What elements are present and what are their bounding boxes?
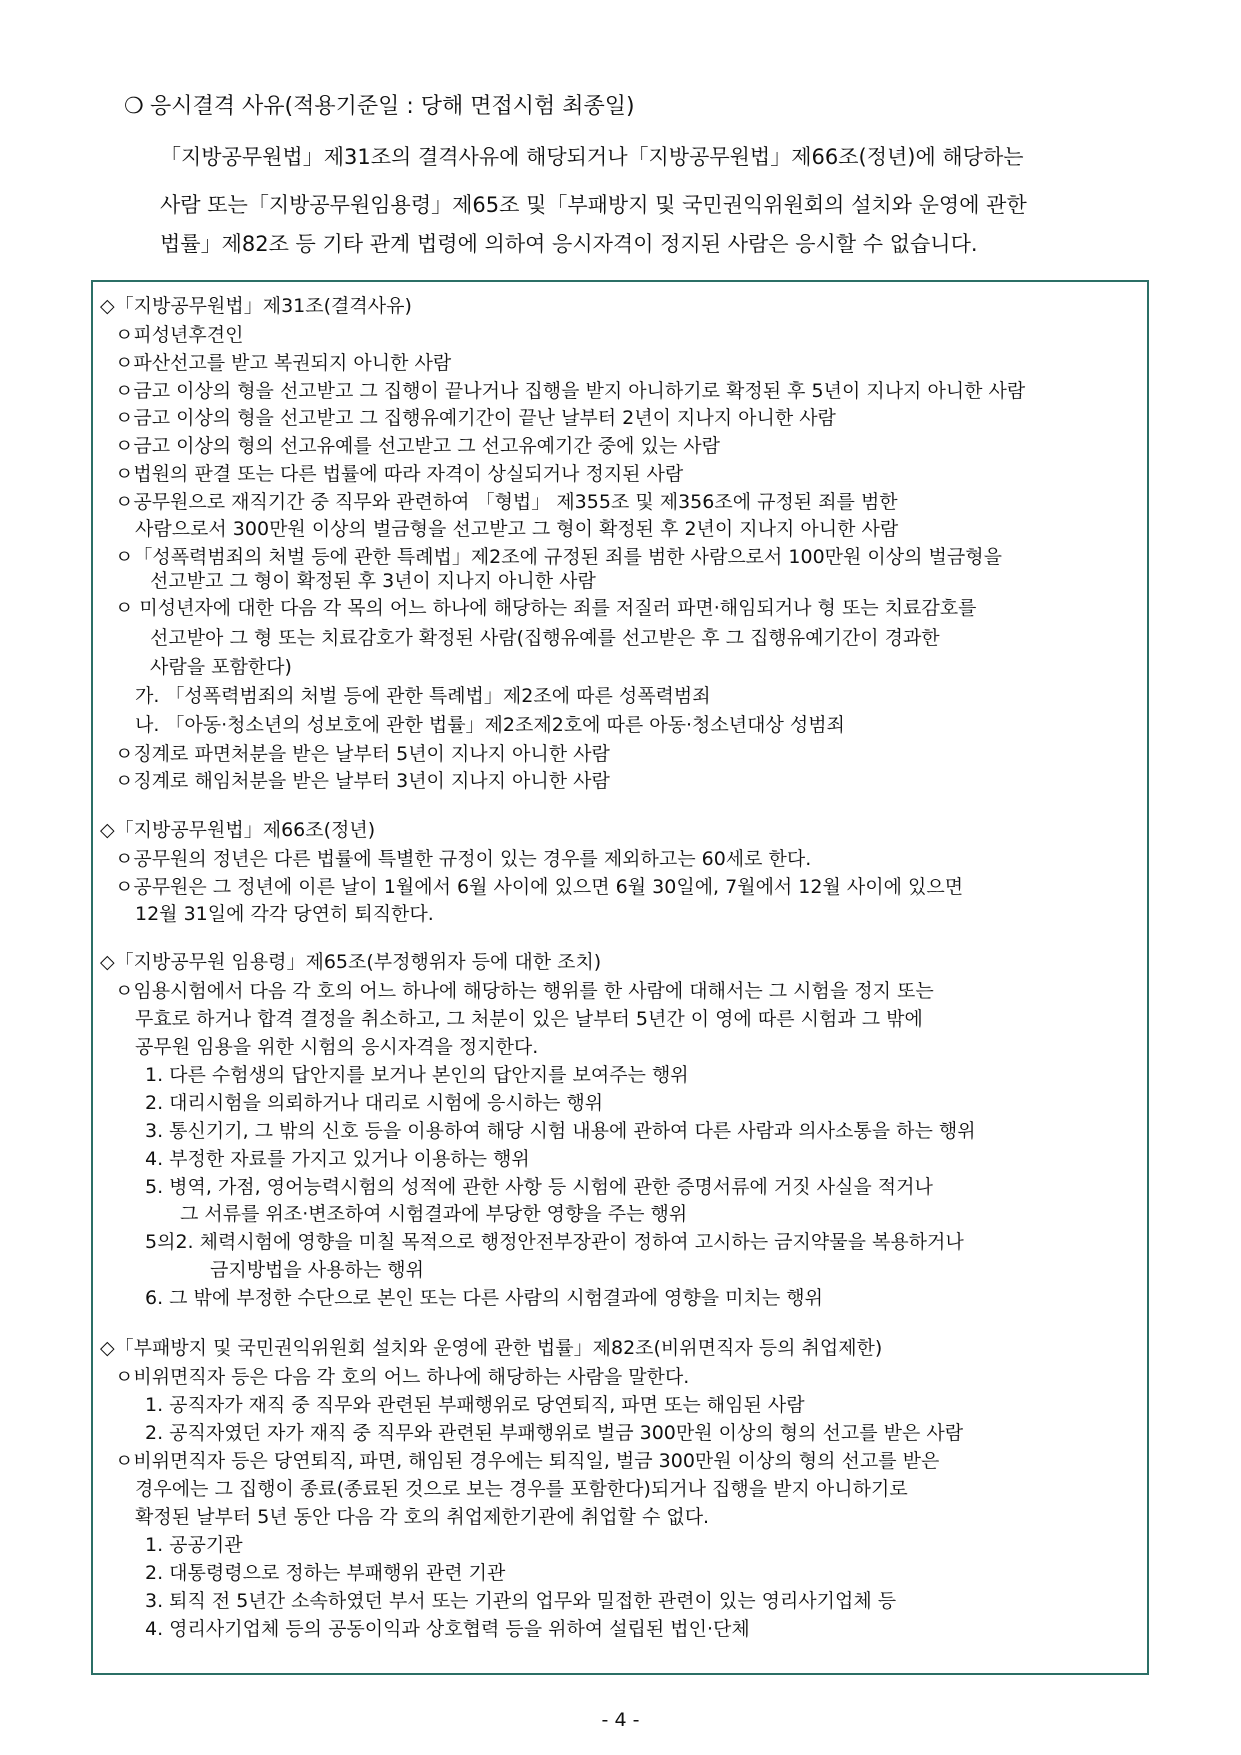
section-heading — [124, 92, 635, 122]
decree65-numbered-item: 6. 그 밖에 부정한 수단으로 본인 또는 다른 사람의 시험결과에 영향을 미치는 행위 — [145, 1287, 823, 1309]
decree65-item-cont: 무효로 하거나 합격 결정을 취소하고, 그 처분이 있은 날부터 5년간 이 영에 따른 시험과 그 밖에 — [135, 1008, 923, 1030]
law31-item: ㅇ피성년후견인 — [115, 324, 244, 346]
law82-item-cont: 확정된 날부터 5년 동안 다음 각 호의 취업제한기관에 취업할 수 없다. — [135, 1506, 710, 1528]
law31-item-cont: 사람을 포함한다) — [150, 656, 292, 678]
law31-item: ㅇ금고 이상의 형을 선고받고 그 집행이 끝나거나 집행을 받지 아니하기로 확정된 후 5년이 지나지 아니한 사람 — [115, 380, 1026, 402]
law66-item-cont: 12월 31일에 각각 당연히 퇴직한다. — [135, 903, 434, 925]
law31-item: ㅇ징계로 파면처분을 받은 날부터 5년이 지나지 아니한 사람 — [115, 743, 610, 765]
law82-numbered-item: 2. 공직자였던 자가 재직 중 직무와 관련된 부패행위로 벌금 300만원 이상의 형의 선고를 받은 사람 — [145, 1422, 964, 1444]
law31-item: ㅇ금고 이상의 형의 선고유예를 선고받고 그 선고유예기간 중에 있는 사람 — [115, 435, 720, 457]
law31-heading: ◇「지방공무원법」제31조(결격사유) — [100, 295, 412, 317]
intro-line-1: 「지방공무원법」제31조의 결격사유에 해당되거나「지방공무원법」제66조(정년)에 해당하는 — [160, 145, 1024, 169]
section-title: 응시결격 사유(적용기준일 : 당해 면접시험 최종일) — [150, 94, 635, 119]
circle-bullet-icon: ❍ — [124, 94, 144, 119]
law31-item: ㅇ징계로 해임처분을 받은 날부터 3년이 지나지 아니한 사람 — [115, 770, 610, 792]
law31-item: ㅇ법원의 판결 또는 다른 법률에 따라 자격이 상실되거나 정지된 사람 — [115, 463, 684, 485]
intro-line-2: 사람 또는「지방공무원임용령」제65조 및「부패방지 및 국민권익위원회의 설치와 운영에 관한 — [160, 193, 1027, 217]
law31-item: ㅇ금고 이상의 형을 선고받고 그 집행유예기간이 끝난 날부터 2년이 지나지 아니한 사람 — [115, 407, 836, 429]
law31-item-cont: 선고받고 그 형이 확정된 후 3년이 지나지 아니한 사람 — [150, 570, 596, 592]
decree65-numbered-item: 5. 병역, 가점, 영어능력시험의 성적에 관한 사항 등 시험에 관한 증명서류에 거짓 사실을 적거나 — [145, 1176, 933, 1198]
law82-heading: ◇「부패방지 및 국민권익위원회 설치와 운영에 관한 법률」제82조(비위면직자 등의 취업제한) — [100, 1337, 883, 1359]
decree65-numbered-item-cont: 그 서류를 위조·변조하여 시험결과에 부당한 영향을 주는 행위 — [180, 1203, 688, 1225]
decree65-numbered-item: 5의2. 체력시험에 영향을 미칠 목적으로 행정안전부장관이 정하여 고시하는 금지약물을 복용하거나 — [145, 1231, 964, 1253]
intro-line-3: 법률」제82조 등 기타 관계 법령에 의하여 응시자격이 정지된 사람은 응시할 수 없습니다. — [160, 232, 978, 256]
law66-heading: ◇「지방공무원법」제66조(정년) — [100, 819, 376, 841]
law82-numbered-item: 2. 대통령령으로 정하는 부패행위 관련 기관 — [145, 1562, 506, 1584]
law31-item: ㅇ「성폭력범죄의 처벌 등에 관한 특례법」제2조에 규정된 죄를 범한 사람으로서 100만원 이상의 벌금형을 — [115, 546, 1002, 568]
decree65-numbered-item: 2. 대리시험을 의뢰하거나 대리로 시험에 응시하는 행위 — [145, 1092, 604, 1114]
law66-item: ㅇ공무원의 정년은 다른 법률에 특별한 규정이 있는 경우를 제외하고는 60세로 한다. — [115, 848, 812, 870]
law31-item: ㅇ 미성년자에 대한 다음 각 목의 어느 하나에 해당하는 죄를 저질러 파면·해임되거나 형 또는 치료감호를 — [115, 597, 977, 619]
law82-item: ㅇ비위면직자 등은 당연퇴직, 파면, 해임된 경우에는 퇴직일, 벌금 300만원 이상의 형의 선고를 받은 — [115, 1450, 940, 1472]
law31-item: ㅇ공무원으로 재직기간 중 직무와 관련하여 「형법」 제355조 및 제356조에 규정된 죄를 범한 — [115, 491, 898, 513]
decree65-numbered-item: 4. 부정한 자료를 가지고 있거나 이용하는 행위 — [145, 1148, 530, 1170]
law82-numbered-item: 1. 공공기관 — [145, 1534, 243, 1556]
law82-item: ㅇ비위면직자 등은 다음 각 호의 어느 하나에 해당하는 사람을 말한다. — [115, 1366, 690, 1388]
law31-subitem-na: 나. 「아동·청소년의 성보호에 관한 법률」제2조제2호에 따른 아동·청소년대상 성범죄 — [135, 714, 845, 736]
law66-item: ㅇ공무원은 그 정년에 이른 날이 1월에서 6월 사이에 있으면 6월 30일에, 7월에서 12월 사이에 있으면 — [115, 876, 964, 898]
law82-numbered-item: 3. 퇴직 전 5년간 소속하였던 부서 또는 기관의 업무와 밀접한 관련이 있는 영리사기업체 등 — [145, 1590, 897, 1612]
decree65-numbered-item: 3. 통신기기, 그 밖의 신호 등을 이용하여 해당 시험 내용에 관하여 다른 사람과 의사소통을 하는 행위 — [145, 1120, 976, 1142]
law31-subitem-ga: 가. 「성폭력범죄의 처벌 등에 관한 특례법」제2조에 따른 성폭력범죄 — [135, 685, 711, 707]
law82-numbered-item: 4. 영리사기업체 등의 공동이익과 상호협력 등을 위하여 설립된 법인·단체 — [145, 1618, 750, 1640]
decree65-item: ㅇ임용시험에서 다음 각 호의 어느 하나에 해당하는 행위를 한 사람에 대해서는 그 시험을 정지 또는 — [115, 980, 934, 1002]
law31-item: ㅇ파산선고를 받고 복권되지 아니한 사람 — [115, 352, 452, 374]
law82-item-cont: 경우에는 그 집행이 종료(종료된 것으로 보는 경우를 포함한다)되거나 집행을 받지 아니하기로 — [135, 1478, 908, 1500]
page-number: - 4 - — [601, 1709, 640, 1731]
decree65-item-cont: 공무원 임용을 위한 시험의 응시자격을 정지한다. — [135, 1036, 539, 1058]
decree65-numbered-item-cont: 금지방법을 사용하는 행위 — [210, 1259, 424, 1281]
decree65-heading: ◇「지방공무원 임용령」제65조(부정행위자 등에 대한 조치) — [100, 951, 602, 973]
decree65-numbered-item: 1. 다른 수험생의 답안지를 보거나 본인의 답안지를 보여주는 행위 — [145, 1064, 689, 1086]
law31-item-cont: 선고받아 그 형 또는 치료감호가 확정된 사람(집행유예를 선고받은 후 그 집행유예기간이 경과한 — [150, 627, 940, 649]
law82-numbered-item: 1. 공직자가 재직 중 직무와 관련된 부패행위로 당연퇴직, 파면 또는 해임된 사람 — [145, 1394, 805, 1416]
law31-item-cont: 사람으로서 300만원 이상의 벌금형을 선고받고 그 형이 확정된 후 2년이 지나지 아니한 사람 — [135, 518, 899, 540]
